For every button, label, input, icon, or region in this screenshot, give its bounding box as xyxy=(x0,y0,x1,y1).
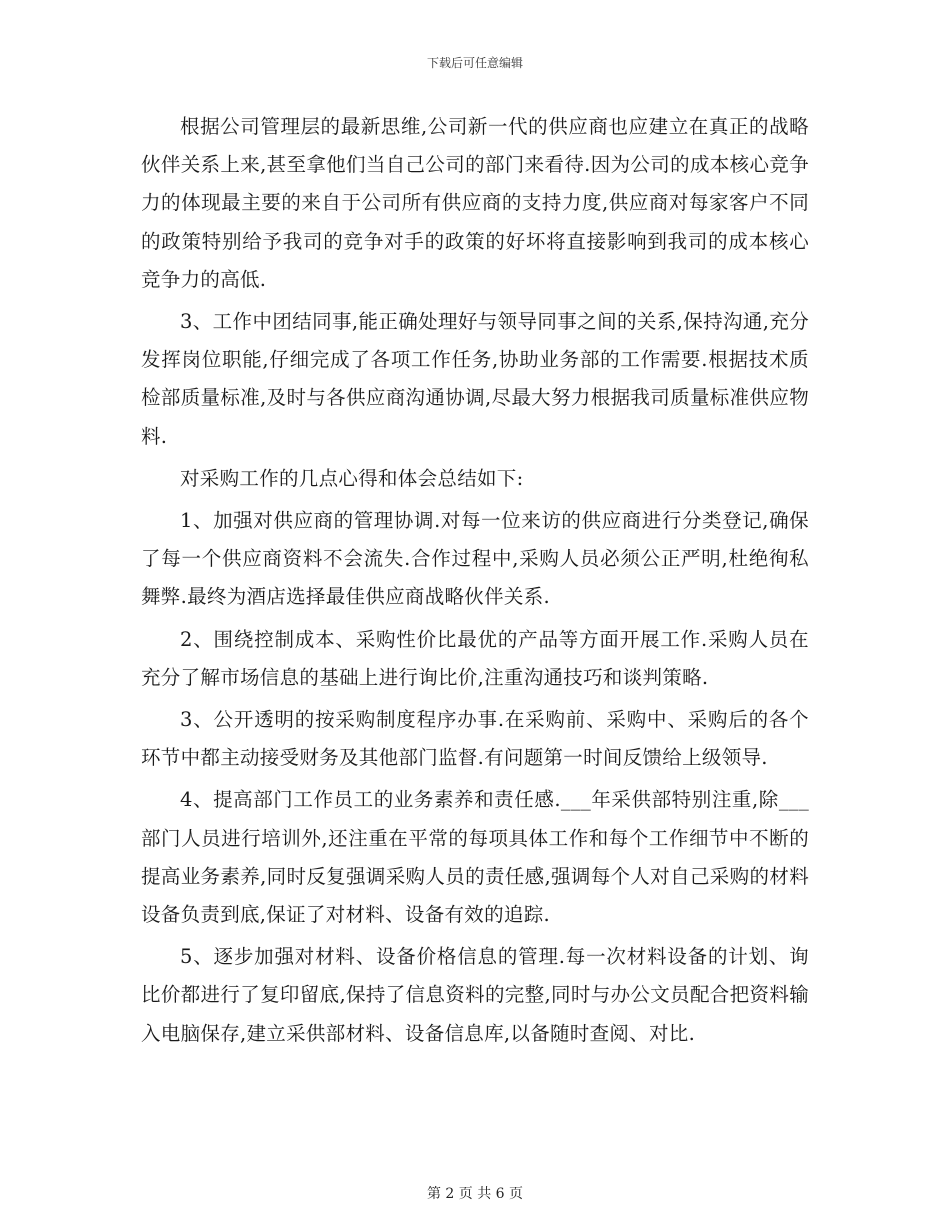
paragraph-point-5: 5、逐步加强对材料、设备价格信息的管理.每一次材料设备的计划、询比价都进行了复印留底,保持了信息资料的完整,同时与办公文员配合把资料输入电脑保存,建立采供部材料、设备信息库,以备随时查阅、对比. xyxy=(141,945,809,1045)
paragraph-point-1: 1、加强对供应商的管理协调.对每一位来访的供应商进行分类登记,确保了每一个供应商资料不会流失.合作过程中,采购人员必须公正严明,杜绝徇私舞弊.最终为酒店选择最佳供应商战略伙伴关系. xyxy=(141,509,809,609)
document-body xyxy=(141,108,809,1057)
paragraph-point-2: 2、围绕控制成本、采购性价比最优的产品等方面开展工作.采购人员在充分了解市场信息的基础上进行询比价,注重沟通技巧和谈判策略. xyxy=(141,627,809,689)
paragraph-point-4: 4、提高部门工作员工的业务素养和责任感.___年采供部特别注重,除___部门人员进行培训外,还注重在平常的每项具体工作和每个工作细节中不断的提高业务素养,同时反复强调采购人员的责任感,强调每个人对自己采购的材料设备负责到底,保证了对材料、设备有效的追踪. xyxy=(141,788,809,927)
page-header: 下载后可任意编辑 xyxy=(426,56,523,70)
paragraph-point-3: 3、公开透明的按采购制度程序办事.在采购前、采购中、采购后的各个环节中都主动接受财务及其他部门监督.有问题第一时间反馈给上级领导. xyxy=(141,708,809,770)
paragraph-strategy: 根据公司管理层的最新思维,公司新一代的供应商也应建立在真正的战略伙伴关系上来,甚至拿他们当自己公司的部门来看待.因为公司的成本核心竞争力的体现最主要的来自于公司所有供应商的支持力度,供应商对每家客户不同的政策特别给予我司的竞争对手的政策的好坏将直接影响到我司的成本核心竞争力的高低. xyxy=(141,115,809,291)
page-number: 第 2 页 共 6 页 xyxy=(426,1186,524,1202)
paragraph-teamwork: 3、工作中团结同事,能正确处理好与领导同事之间的关系,保持沟通,充分发挥岗位职能,仔细完成了各项工作任务,协助业务部的工作需要.根据技术质检部质量标准,及时与各供应商沟通协调,尽最大努力根据我司质量标准供应物料. xyxy=(141,310,809,448)
paragraph-summary-intro: 对采购工作的几点心得和体会总结如下: xyxy=(180,466,524,490)
